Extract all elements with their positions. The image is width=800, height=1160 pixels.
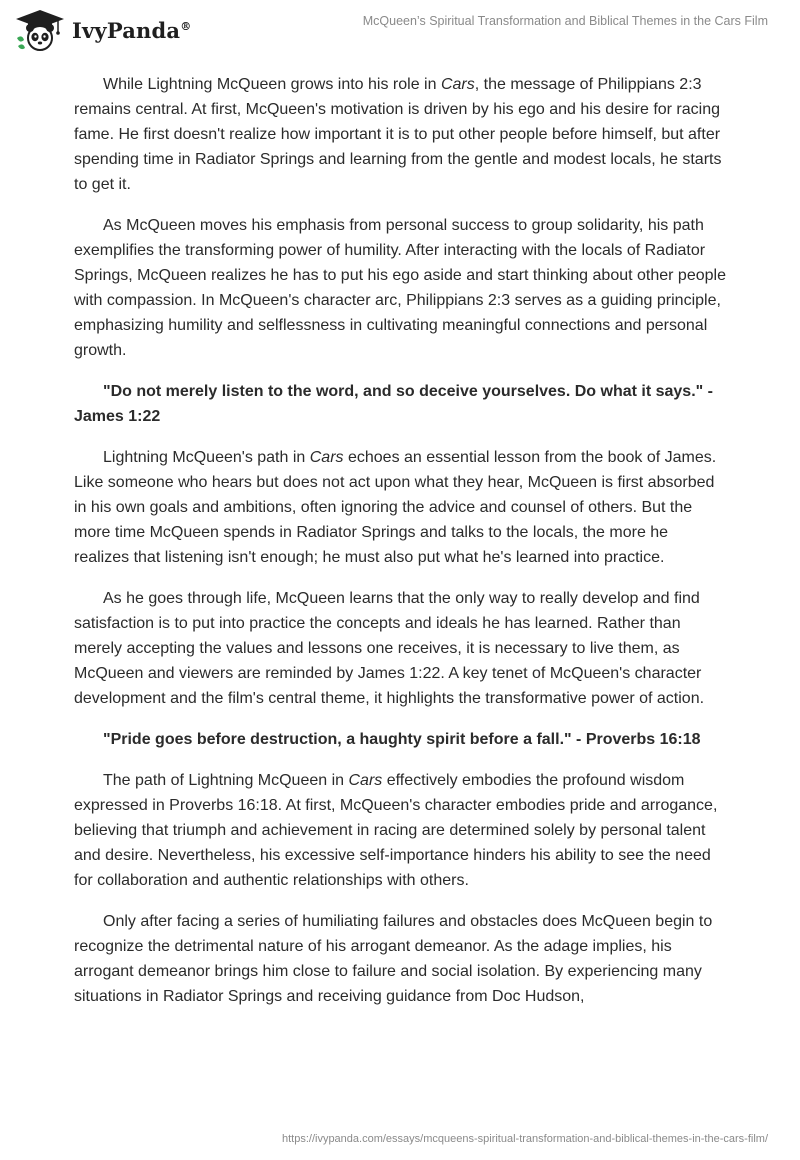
paragraph-text: "Do not merely listen to the word, and so deceive yourselves. Do what it says." - James 1:22: [74, 383, 713, 425]
paragraph-text: Lightning McQueen's path in: [103, 449, 310, 466]
essay-paragraph: [74, 909, 726, 1009]
brand-name: IvyPanda®: [72, 17, 192, 43]
essay-paragraph: [74, 445, 726, 570]
film-title: Cars: [440, 76, 475, 93]
ivypanda-logo[interactable]: [14, 8, 191, 52]
bible-quote-heading: [74, 379, 726, 429]
page-header: [0, 0, 800, 60]
paragraph-text: "Pride goes before destruction, a haughty spirit before a fall." - Proverbs 16:18: [103, 731, 701, 748]
essay-paragraph: [74, 213, 726, 363]
paragraph-text: Only after facing a series of humiliating failures and obstacles does McQueen begin to recognize the detrimental nature of his arrogant demeanor. As the adage implies, his arrogant demeanor brings him close to failure and social isolation. By experiencing many situations in Radiator Springs and receiving guidance from Doc Hudson,: [74, 913, 713, 1005]
panda-graduation-cap-icon: [14, 8, 66, 52]
essay-paragraph: [74, 586, 726, 711]
paragraph-text: While Lightning McQueen grows into his role in: [103, 76, 441, 93]
paragraph-text: As McQueen moves his emphasis from personal success to group solidarity, his path exemplifies the transforming power of humility. After interacting with the locals of Radiator Springs, McQueen realizes he has to put his ego aside and start thinking about other people with compassion. In McQueen's character arc, Philippians 2:3 serves as a guiding principle, emphasizing humility and selflessness in cultivating meaningful connections and personal growth.: [74, 217, 726, 359]
paragraph-text: effectively embodies the profound wisdom expressed in Proverbs 16:18. At first, McQueen's character embodies pride and arrogance, believing that triumph and achievement in racing are determined solely by personal talent and desire. Nevertheless, his excessive self-importance hinders his ability to see the need for collaboration and authentic relationships with others.: [74, 772, 718, 889]
registered-mark: ®: [180, 19, 192, 33]
source-url[interactable]: https://ivypanda.com/essays/mcqueens-spiritual-transformation-and-biblical-themes-in-the-cars-film/: [281, 1133, 768, 1145]
paragraph-text: echoes an essential lesson from the book of James. Like someone who hears but does not act upon what they hear, McQueen is first absorbed in his own goals and ambitions, often ignoring the advice and counsel of others. But the more time McQueen spends in Radiator Springs and talks to the locals, the more he realizes that listening isn't enough; he must also put what he's learned into practice.: [74, 449, 717, 566]
document-title: McQueen’s Spiritual Transformation and Biblical Themes in the Cars Film: [362, 14, 768, 28]
film-title: Cars: [309, 449, 344, 466]
essay-body: [74, 72, 726, 1025]
essay-paragraph: [74, 768, 726, 893]
paragraph-text: , the message of Philippians 2:3 remains central. At first, McQueen's motivation is driven by his ego and his desire for racing fame. He first doesn't realize how important it is to put other people before himself, but after spending time in Radiator Springs and learning from the gentle and modest locals, he starts to get it.: [74, 76, 722, 193]
bible-quote-heading: [74, 727, 726, 752]
film-title: Cars: [348, 772, 383, 789]
essay-paragraph: [74, 72, 726, 197]
paragraph-text: As he goes through life, McQueen learns that the only way to really develop and find satisfaction is to put into practice the concepts and ideals he has learned. Rather than merely accepting the values and lessons one receives, it is necessary to live them, as McQueen and viewers are reminded by James 1:22. A key tenet of McQueen's character development and the film's central theme, it highlights the transformative power of action.: [74, 590, 705, 707]
paragraph-text: The path of Lightning McQueen in: [103, 772, 349, 789]
